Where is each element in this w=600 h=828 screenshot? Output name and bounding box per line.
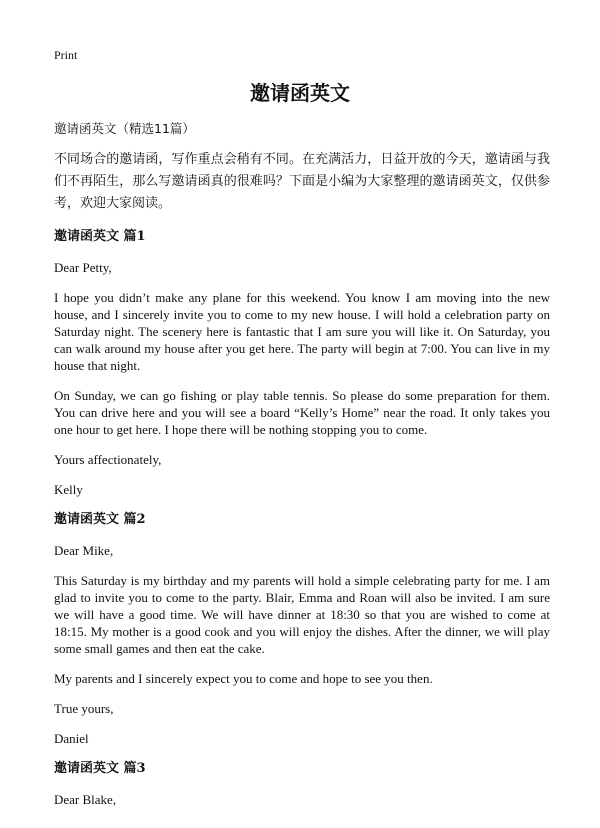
letter-section-3 — [54, 760, 550, 808]
letter-greeting: Dear Blake, — [54, 792, 117, 807]
section-heading: 邀请函英文 篇2 — [54, 512, 146, 527]
letter-section-1 — [54, 228, 550, 498]
section-heading: 邀请函英文 篇3 — [54, 761, 146, 776]
letter-section-2 — [54, 511, 550, 747]
letter-greeting: Dear Mike, — [54, 543, 114, 558]
letter-closing: True yours, — [54, 701, 114, 716]
document-title: 邀请函英文 — [250, 81, 350, 105]
letter-signature: Kelly — [54, 482, 83, 497]
letter-signature: Daniel — [54, 731, 89, 746]
letter-closing: Yours affectionately, — [54, 452, 162, 467]
document-body — [54, 120, 550, 821]
print-link[interactable]: Print — [54, 48, 78, 62]
letter-paragraph: I hope you didn’t make any plane for this weekend. You know I am moving into the new house, and I sincerely invite you to come to my new house. I will hold a celebration party on Saturday night. The scenery here is fantastic that I am sure you will like it. On Saturday, you can walk around my house after you get here. The party will begin at 7:00. You can live in my house that night. — [54, 290, 550, 373]
letter-paragraph: On Sunday, we can go fishing or play table tennis. So please do some preparation for them. You can drive here and you will see a board “Kelly’s Home” near the road. It only takes you one hour to get here. I hope there will be nothing stopping you to come. — [54, 388, 550, 437]
intro-paragraph: 不同场合的邀请函，写作重点会稍有不同。在充满活力，日益开放的今天，邀请函与我们不再陌生，那么写邀请函真的很难吗？下面是小编为大家整理的邀请函英文，仅供参考，欢迎大家阅读。 — [54, 152, 550, 211]
section-heading: 邀请函英文 篇1 — [54, 229, 146, 244]
letter-greeting: Dear Petty, — [54, 260, 112, 275]
letter-paragraph: This Saturday is my birthday and my parents will hold a simple celebrating party for me. I am glad to invite you to come to the party. Blair, Emma and Roan will also be invited. I am sure we will have a good time. We will have dinner at 18:30 so that you are wished to come at 18:15. My mother is a good cook and you will enjoy the dishes. After the dinner, we will play some small games and then eat the cake. — [54, 573, 550, 656]
document-subtitle: 邀请函英文（精选11篇） — [54, 121, 195, 136]
letter-paragraph: My parents and I sincerely expect you to come and hope to see you then. — [54, 671, 433, 686]
